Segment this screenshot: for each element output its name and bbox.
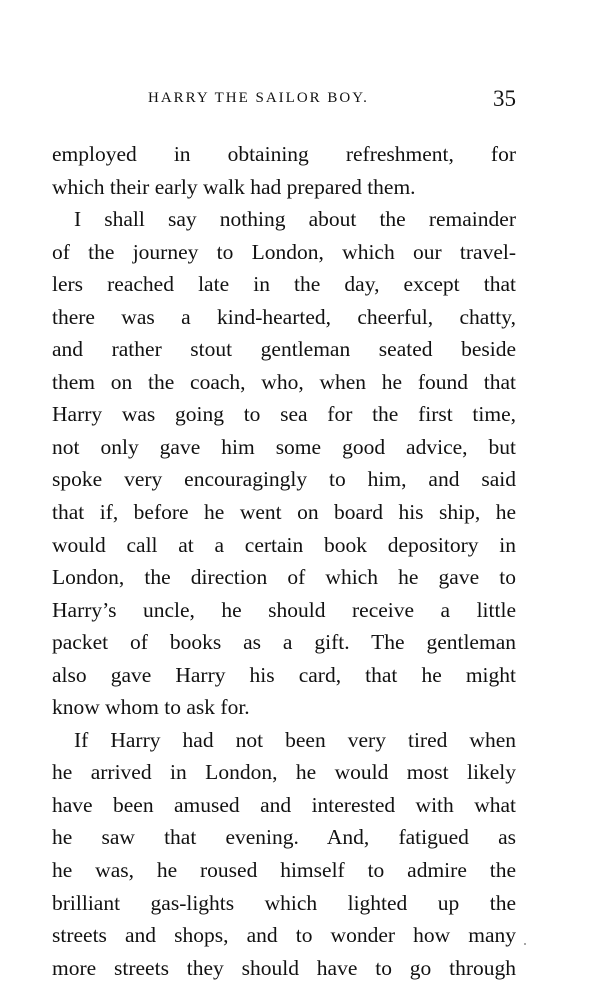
text-line: I shall say nothing about the remainder — [74, 207, 516, 232]
text-line: employed in obtaining refreshment, for — [52, 142, 516, 166]
text-line: London, the direction of which he gave to — [52, 565, 516, 590]
paper-speck — [524, 943, 526, 945]
text-line: spoke very encouragingly to him, and said — [52, 467, 516, 492]
text-line: Harry was going to sea for the first time, — [52, 402, 516, 427]
text-line: which their early walk had prepared them. — [52, 174, 416, 199]
text-line: also gave Harry his card, that he might — [52, 662, 516, 687]
text-line: know whom to ask for. — [52, 695, 250, 720]
text-line: more streets they should have to go through — [52, 955, 516, 980]
text-line: he was, he roused himself to admire the — [52, 858, 516, 883]
text-line: and rather stout gentleman seated beside — [52, 337, 516, 362]
page-number: 35 — [493, 86, 516, 111]
text-line: would call at a certain book depository in — [52, 532, 516, 557]
text-line: there was a kind-hearted, cheerful, chatty, — [52, 304, 516, 329]
text-line: streets and shops, and to wonder how many — [52, 923, 516, 948]
running-header — [148, 86, 516, 116]
text-line: that if, before he went on board his ship, he — [52, 500, 516, 525]
body-text — [52, 138, 516, 984]
text-line: them on the coach, who, when he found that — [52, 369, 516, 394]
text-line: of the journey to London, which our travel- — [52, 239, 516, 264]
text-line: packet of books as a gift. The gentleman — [52, 630, 516, 655]
text-line: have been amused and interested with what — [52, 792, 516, 817]
text-line: not only gave him some good advice, but — [52, 434, 516, 459]
text-line: Harry’s uncle, he should receive a little — [52, 597, 516, 622]
text-line: he saw that evening. And, fatigued as — [52, 825, 516, 850]
text-line: he arrived in London, he would most likely — [52, 760, 516, 785]
text-line: brilliant gas-lights which lighted up the — [52, 890, 516, 915]
text-line: If Harry had not been very tired when — [74, 727, 516, 752]
text-line: lers reached late in the day, except that — [52, 272, 516, 297]
running-title: HARRY THE SAILOR BOY. — [148, 90, 369, 106]
